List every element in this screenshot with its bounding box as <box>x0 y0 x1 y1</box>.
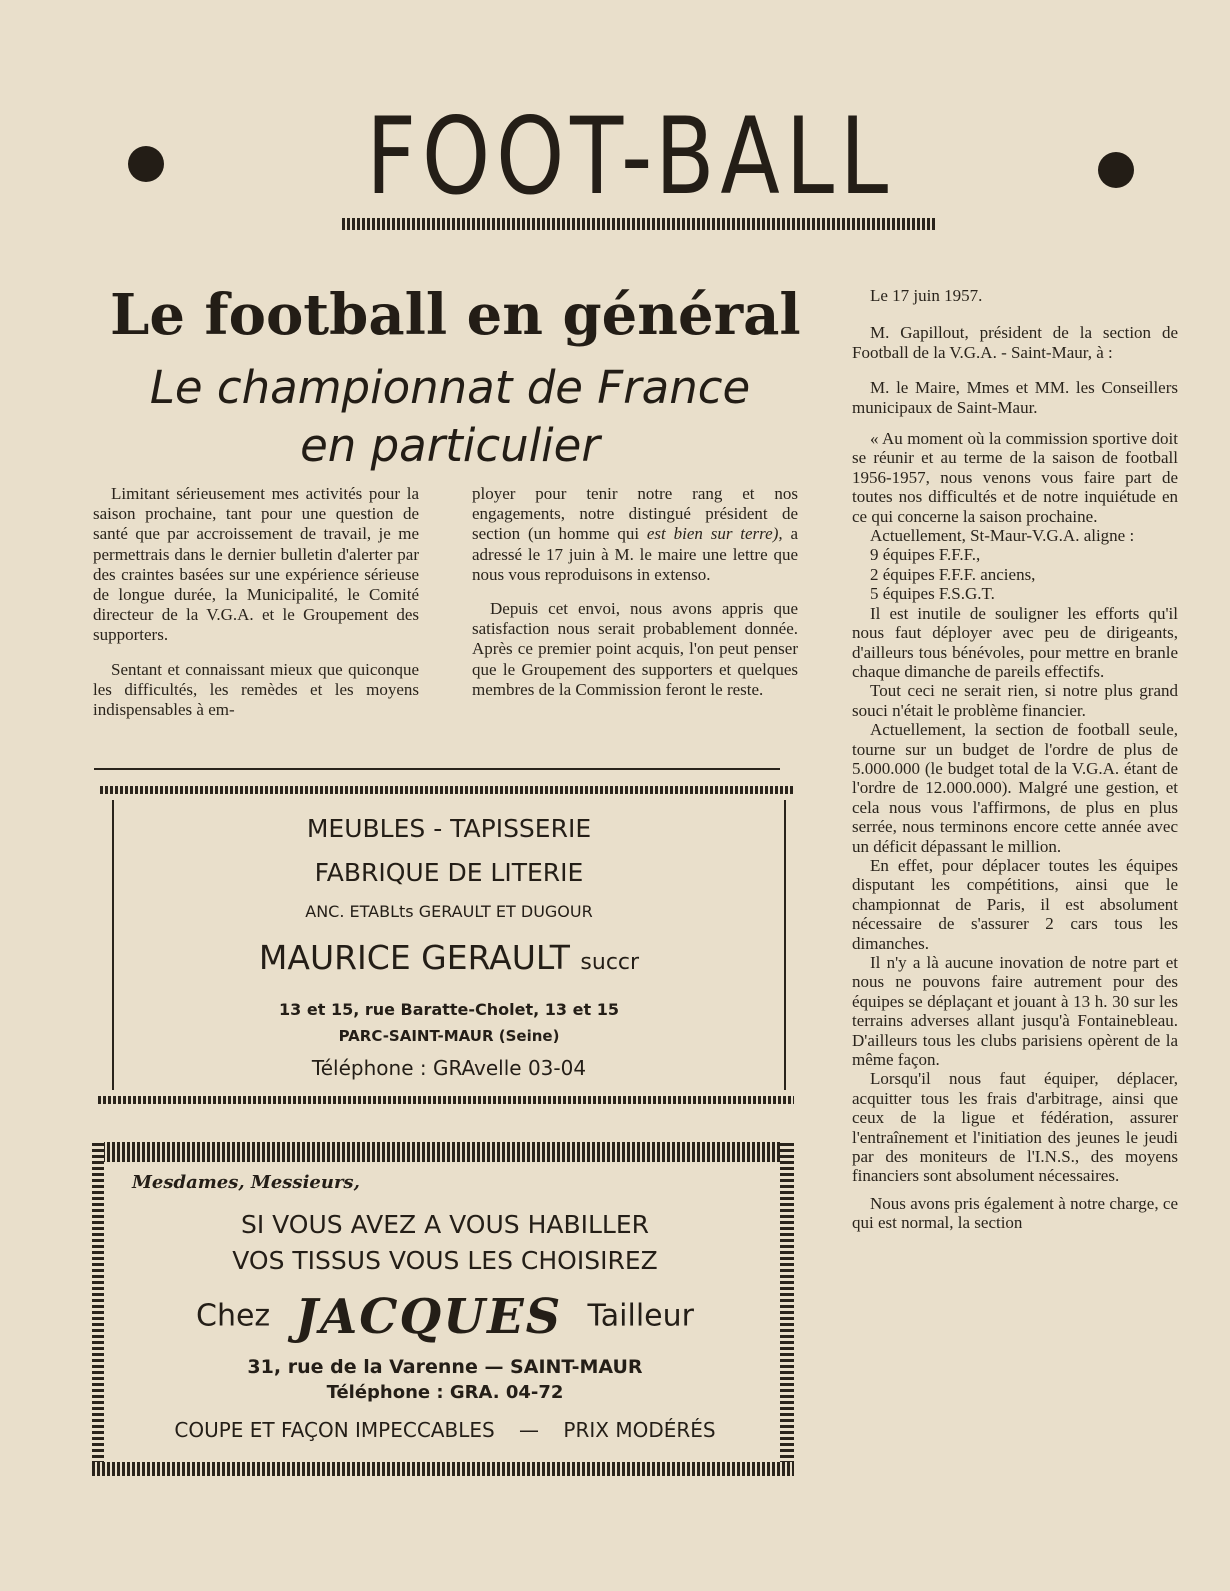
letter-team-1: 9 équipes F.F.F., <box>870 545 981 565</box>
article-bottom-rule <box>94 768 780 770</box>
masthead-rule <box>342 218 936 230</box>
ad-jacques-tailleur <box>100 1146 790 1470</box>
masthead-title: FOOT-BALL <box>366 95 894 218</box>
ad1-name: MAURICE GERAULT <box>258 938 570 977</box>
article-headline: Le football en général <box>110 282 801 348</box>
ad1-line-1: MEUBLES - TAPISSERIE <box>306 814 592 843</box>
ad2-slogan-left: COUPE ET FAÇON IMPECCABLES <box>174 1418 495 1442</box>
ad2-salutation: Mesdames, Messieurs, <box>132 1172 360 1193</box>
letter-paragraph-7: Il n'y a là aucune inovation de notre part et nous ne pouvons faire autrement pour des équipes se déplaçant et jouant à 13 h. 30 sur les terrains adverses allant jusqu'à Fontainebleau. D'ailleurs tous les clubs parisiens opèrent de la même façon. <box>852 953 1178 1070</box>
article-column-3 <box>852 286 1178 1233</box>
ad2-name: JACQUES <box>295 1288 563 1345</box>
letter-paragraph-8: Lorsqu'il nous faut équiper, déplacer, acquitter tous les frais d'arbitrage, ainsi que ceux de la ligue et fédération, assurer l'entraînement et l'initiation des jeunes le jeudi par des moniteurs de l'I.N.S., des moyens financiers sont absolument nécessaires. <box>852 1069 1178 1186</box>
column-1-paragraph-1: Limitant sérieusement mes activités pour la saison prochaine, tant pour une question de santé que par accroissement de travail, je me permettrais dans le dernier bulletin d'alerter par des craintes basées sur une expérience sérieuse de longue durée, la Municipalité, le Comité directeur de la V.G.A. et le Groupement des supporters. <box>93 484 419 645</box>
ad1-name-line <box>114 938 784 977</box>
ad1-succ: succr <box>580 950 640 975</box>
ad1-address: 13 et 15, rue Baratte-Cholet, 13 et 15 <box>279 1000 619 1019</box>
column-2-paragraph-2: Depuis cet envoi, nous avons appris que satisfaction nous serait probablement donnée. Après ce premier point acquis, l'on peut penser que le Groupement des supporters et quelques membres de la Commission feront le reste. <box>472 599 798 699</box>
ad1-bottom-border <box>98 1096 794 1104</box>
ad1-line-3: ANC. ETABLts GERAULT ET DUGOUR <box>305 902 593 921</box>
ad2-slogan <box>100 1418 790 1442</box>
ad2-slogan-right: PRIX MODÉRÉS <box>563 1418 716 1442</box>
left-bullet-ornament <box>128 146 164 182</box>
ad2-line-2: VOS TISSUS VOUS LES CHOISIREZ <box>232 1246 658 1275</box>
letter-date: Le 17 juin 1957. <box>870 286 983 305</box>
letter-team-2: 2 équipes F.F.F. anciens, <box>870 564 1036 584</box>
letter-to: M. le Maire, Mmes et MM. les Conseillers municipaux de Saint-Maur. <box>852 378 1178 417</box>
letter-paragraph-6: En effet, pour déplacer toutes les équipes disputant les compétitions, ainsi que le championnat de Paris, il est absolument nécessaire de s'assurer 2 cars tous les dimanches. <box>852 855 1178 953</box>
article-subheadline-2: en particulier <box>300 419 600 472</box>
ad1-city: PARC-SAINT-MAUR (Seine) <box>338 1027 560 1045</box>
ad2-trade: Tailleur <box>587 1298 694 1334</box>
letter-paragraph-1: « Au moment où la commission sportive doit se réunir et au terme de la saison de football 1956-1957, nous venons vous faire part de toutes nos difficultés et de notre inquiétude en ce qui concerne la saison prochaine. <box>852 429 1178 526</box>
letter-paragraph-2: Actuellement, St-Maur-V.G.A. aligne : <box>870 526 1135 546</box>
ad1-line-2: FABRIQUE DE LITERIE <box>314 858 584 887</box>
ad2-brand-line <box>100 1286 790 1346</box>
article-subheadline-1: Le championnat de France <box>149 361 751 414</box>
letter-team-3: 5 équipes F.S.G.T. <box>870 584 995 604</box>
ad-meubles-gerault <box>112 800 786 1090</box>
letter-paragraph-9: Nous avons pris également à notre charge, ce qui est normal, la section <box>852 1193 1178 1233</box>
letter-from: M. Gapillout, président de la section de Football de la V.G.A. - Saint-Maur, à : <box>852 323 1178 362</box>
ad2-chez: Chez <box>196 1298 271 1334</box>
article-column-2 <box>472 484 798 700</box>
ad2-address: 31, rue de la Varenne — SAINT-MAUR <box>247 1356 643 1378</box>
letter-paragraph-4: Tout ceci ne serait rien, si notre plus grand souci n'était le problème financier. <box>852 681 1178 720</box>
ad1-top-border <box>100 786 794 794</box>
column-1-paragraph-2: Sentant et connaissant mieux que quiconque les difficultés, les remèdes et les moyens indispensables à em- <box>93 659 419 720</box>
column-2-emphasis: est bien sur terre), <box>646 524 783 544</box>
ad2-phone: Téléphone : GRA. 04-72 <box>326 1382 564 1403</box>
article-column-1 <box>93 484 419 720</box>
column-2-paragraph-1 <box>472 484 798 585</box>
column-2-text-b: a adressé le 17 juin à M. le maire une lettre que nous vous reproduisons in extenso. <box>472 524 799 584</box>
column-2-text-a: ployer pour tenir notre rang et nos engagements, notre distingué président de section (un homme qui <box>472 484 798 544</box>
right-bullet-ornament <box>1098 152 1134 188</box>
letter-paragraph-3: Il est inutile de souligner les efforts qu'il nous faut déployer avec peu de dirigeants, d'ailleurs tous bénévoles, pour mettre en branle chaque dimanche de pareils effectifs. <box>852 603 1178 681</box>
ad2-line-1: SI VOUS AVEZ A VOUS HABILLER <box>240 1210 650 1239</box>
ad1-phone: Téléphone : GRAvelle 03-04 <box>311 1056 587 1080</box>
ad2-slogan-dash: — <box>519 1418 540 1442</box>
letter-paragraph-5: Actuellement, la section de football seule, tourne sur un budget de l'ordre de plus de 5.000.000 (le budget total de la V.G.A. étant de l'ordre de 12.000.000). Malgré une gestion, et cela nous vous l'affirmons, de plus en plus serrée, nous terminons encore cette année avec un déficit dépassant le million. <box>852 720 1178 856</box>
